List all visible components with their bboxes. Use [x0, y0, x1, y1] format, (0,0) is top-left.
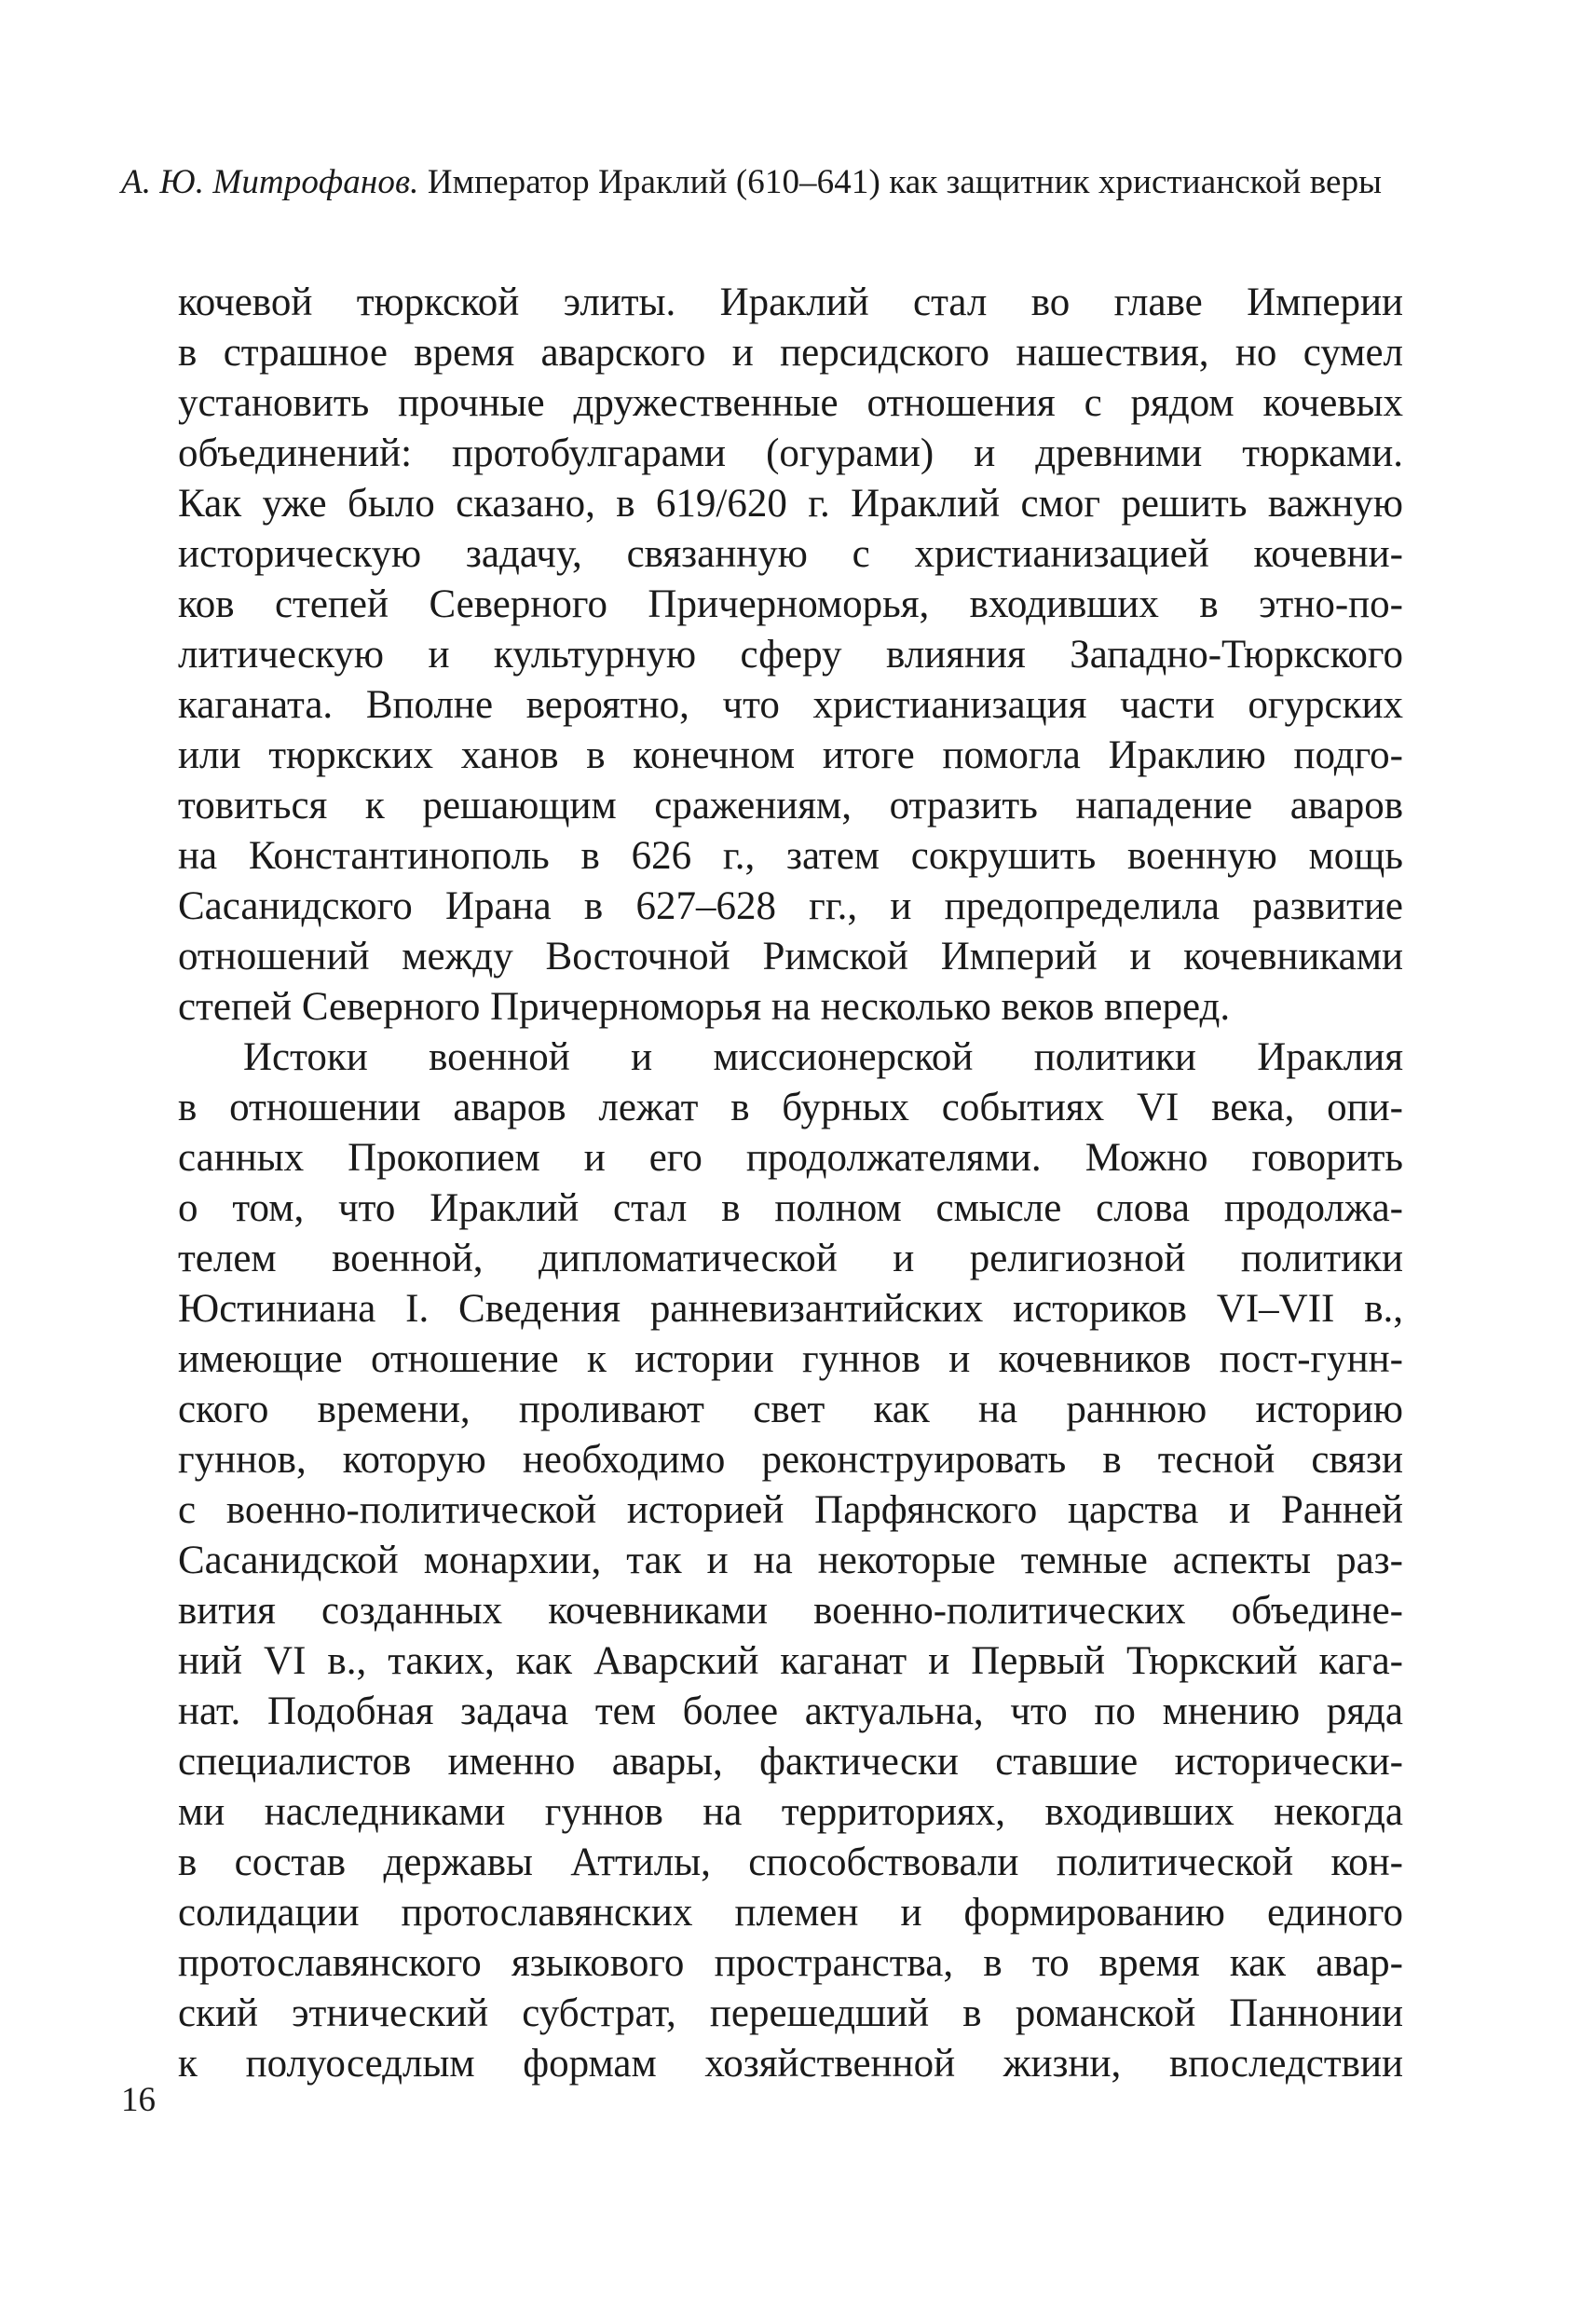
text-line: литическую и культурную сферу влияния Западно-Тюркского	[178, 633, 1403, 677]
text-line: установить прочные дружественные отношения с рядом кочевых	[178, 381, 1403, 425]
text-line: кочевой тюркской элиты. Ираклий стал во главе Империи	[178, 280, 1403, 324]
text-line: ский этнический субстрат, перешедший в романской Паннонии	[178, 1991, 1403, 2035]
text-line: каганата. Вполне вероятно, что христианизация части огурских	[178, 683, 1403, 727]
text-line: товиться к решающим сражениям, отразить нападение аваров	[178, 784, 1403, 828]
text-line: ми наследниками гуннов на территориях, входивших некогда	[178, 1790, 1403, 1834]
text-line: к полуоседлым формам хозяйственной жизни, впоследствии	[178, 2042, 1403, 2086]
text-line: на Константинополь в 626 г., затем сокрушить военную мощь	[178, 834, 1403, 878]
text-line: историческую задачу, связанную с христианизацией кочевни-	[178, 532, 1403, 576]
text-line: имеющие отношение к истории гуннов и кочевников пост-гунн-	[178, 1337, 1403, 1381]
text-line: Юстиниана I. Сведения ранневизантийских историков VI–VII в.,	[178, 1287, 1403, 1331]
text-line: объединений: протобулгарами (огурами) и древними тюрками.	[178, 431, 1403, 475]
text-line: в состав державы Аттилы, способствовали политической кон-	[178, 1840, 1403, 1884]
header-title: Император Ираклий (610–641) как защитник христианской веры	[418, 163, 1383, 201]
text-line: Как уже было сказано, в 619/620 г. Ираклий смог решить важную	[178, 482, 1403, 526]
text-line: солидации протославянских племен и формированию единого	[178, 1891, 1403, 1935]
text-line: о том, что Ираклий стал в полном смысле слова продолжа-	[178, 1186, 1403, 1230]
text-line: или тюркских ханов в конечном итоге помогла Ираклию подго-	[178, 733, 1403, 777]
text-line: вития созданных кочевниками военно-политических объедине-	[178, 1589, 1403, 1633]
text-line: ского времени, проливают свет как на раннюю историю	[178, 1388, 1403, 1431]
text-line: с военно-политической историей Парфянского царства и Ранней	[178, 1488, 1403, 1532]
text-line: в отношении аваров лежат в бурных событиях VI века, опи-	[178, 1086, 1403, 1129]
text-line: телем военной, дипломатической и религиозной политики	[178, 1237, 1403, 1280]
text-line: ний VI в., таких, как Аварский каганат и Первый Тюркский кага-	[178, 1639, 1403, 1683]
page-number: 16	[121, 2081, 156, 2119]
running-header	[121, 160, 1425, 205]
text-line: Сасанидского Ирана в 627–628 гг., и предопределила развитие	[178, 884, 1403, 928]
text-line: Истоки военной и миссионерской политики Ираклия	[243, 1035, 1403, 1079]
text-line: отношений между Восточной Римской Империй и кочевниками	[178, 935, 1403, 978]
text-line: в страшное время аварского и персидского нашествия, но сумел	[178, 331, 1403, 375]
text-line: гуннов, которую необходимо реконструировать в тесной связи	[178, 1438, 1403, 1482]
body-text	[178, 278, 1403, 2089]
header-author: А. Ю. Митрофанов.	[121, 163, 419, 201]
text-line: Сасанидской монархии, так и на некоторые темные аспекты раз-	[178, 1539, 1403, 1582]
text-line: ков степей Северного Причерноморья, входивших в этно-по-	[178, 582, 1403, 626]
text-line: специалистов именно авары, фактически ставшие исторически-	[178, 1740, 1403, 1784]
text-line: протославянского языкового пространства, в то время как авар-	[178, 1941, 1403, 1985]
text-line: степей Северного Причерноморья на несколько веков вперед.	[178, 985, 1231, 1029]
text-line: нат. Подобная задача тем более актуальна, что по мнению ряда	[178, 1690, 1403, 1733]
text-line: санных Прокопием и его продолжателями. Можно говорить	[178, 1136, 1403, 1180]
